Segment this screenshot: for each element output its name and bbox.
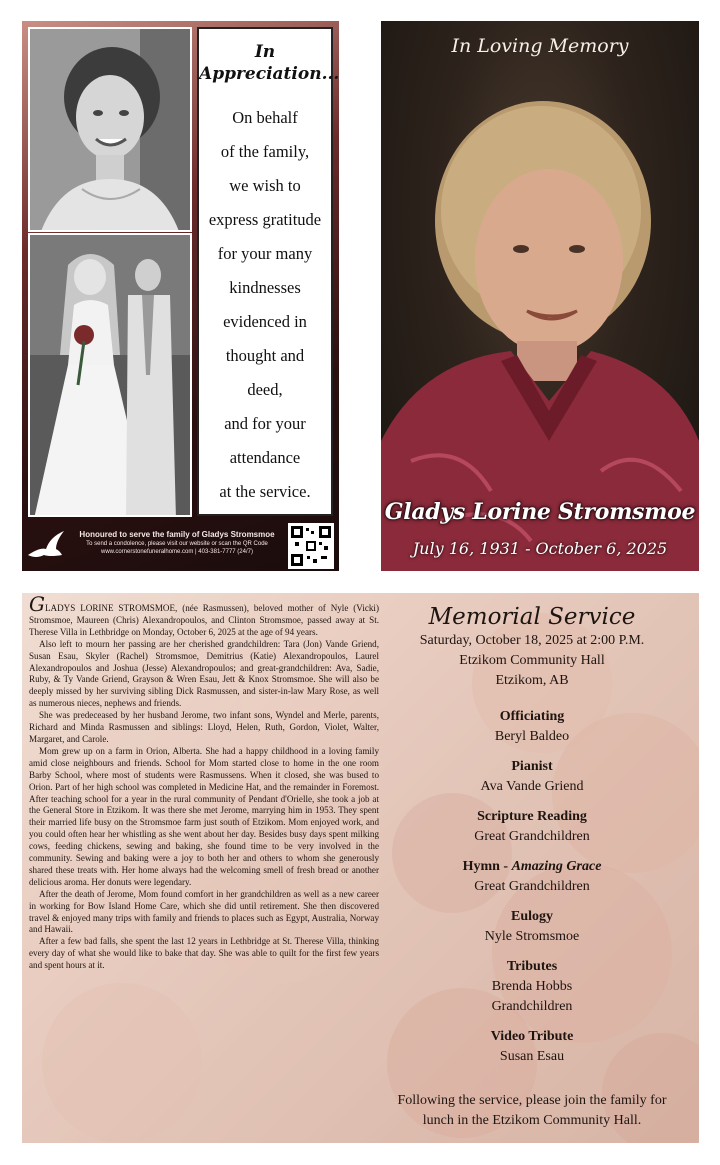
appreciation-line: at the service. [219,482,311,501]
video-tribute-heading: Video Tribute [490,1029,574,1044]
appreciation-card [22,21,339,571]
portrait-photo [381,21,699,571]
appreciation-line: express gratitude [208,210,322,229]
appreciation-title: In Appreciation... [199,42,339,84]
tributes-name: Brenda Hobbs [491,979,573,994]
hymn-name: Great Grandchildren [474,879,590,894]
tributes-heading: Tributes [506,959,558,974]
officiating-heading: Officiating [499,709,565,724]
program-inside-panel [22,593,699,1143]
service-venue: Etzikom Community Hall [459,653,605,668]
obituary-paragraph: GLADYS LORINE STROMSMOE, (née Rasmussen), beloved mother of Nyle (Vicki) Stromsmoe, Maureen (Chris) Alexandropoulos, and Clinton Stromsmoe, passed away at St. Therese Villa in Lethbridge on Monday, October 6, 2025 at the age of 94 years. [29,593,379,637]
hymn-title: Amazing Grace [511,859,602,874]
memorial-service-program [377,603,687,1131]
reception-notice: Following the service, please join the family for lunch in the Etzikom Community Hall. [397,1093,667,1128]
obituary-paragraph: Also left to mourn her passing are her cherished grandchildren: Tara (Jon) Vande Griend, Susan Esau, Skyler (Rachel) Stromsmoe, Demitrius (Katie) Alexandropoulos, Laurel Alexandropoulos and Joshua (Jesse) Alexandropoulos; and great-grandchildren: Ava, Sadie, Ruby, & Ty Vande Griend, Grayson & Wren Esau, Jett & Knox Stromsmoe. She will also be deeply missed by her surviving sibling Dick Rasmussen, and sister-in-law Mary Rose, as well as numerous nieces, nephews and friends. [29,638,379,709]
in-loving-memory-heading: In Loving Memory [451,35,629,57]
life-dates: July 16, 1931 - October 6, 2025 [412,539,668,558]
video-tribute-name: Susan Esau [499,1049,565,1064]
obituary-paragraph: After a few bad falls, she spent the last 12 years in Lethbridge at St. Therese Villa, thinking every day of what she would like to bake that day. She was able to quilt for the first few years and spent hours at it. [29,936,379,971]
appreciation-line: kindnesses [229,278,301,297]
appreciation-line: On behalf [232,108,298,127]
portrait-card [381,21,699,571]
obituary-text [29,593,379,972]
appreciation-line: of the family, [220,142,310,161]
scripture-heading: Scripture Reading [477,809,587,824]
service-date-time: Saturday, October 18, 2025 at 2:00 P.M. [419,633,645,648]
funeral-home-website-link[interactable]: www.cornerstonefuneralhome.com | 403-381-7777 (24/7) [101,549,253,555]
eulogy-heading: Eulogy [510,909,553,924]
obituary-dropcap: G [29,593,45,616]
obituary-paragraph: Mom grew up on a farm in Orion, Alberta. She had a happy childhood in a loving family amid close neighbours and friends. School for Mom started close to home in the one room Barby School, where most of students were Rasmussens. When it closed, she was bused to Orion. Part of her high school was completed in Medicine Hat, and the remainder in Foremost. After teaching school for a year in the rural community of Pendant d'Orielle, she took a job at the General Store in Etzikom. It was there she met Jerome, marrying him in 1953. They spent their married life busy on the Stromsmoe farm just south of Etzikom. Mom enjoyed work, and you could often hear her whistling as she went about her day. Besides busy days spent milking cows, feeding chickens, sewing and baking, she found time to be very involved in the community. Sewing and baking were a joy to both her and others to whom she generously shared these treats with. Her home always had the welcoming smell of fresh bread or another delicious aroma. Her donuts were legendary. [29,745,379,887]
officiating-name: Beryl Baldeo [494,729,570,744]
appreciation-body [199,101,331,509]
eulogy-name: Nyle Stromsmoe [484,929,580,944]
obituary-paragraph: She was predeceased by her husband Jerome, two infant sons, Wyndel and Merle, parents, Richard and Minda Rasmussen and siblings: Lloyd, Helen, Ruth, Gordon, Violet, Walter, Margaret, and Carole. [29,710,379,744]
appreciation-line: evidenced in [223,312,307,331]
appreciation-line: thought and [225,346,305,365]
wedding-photo [28,233,192,517]
service-location: Etzikom, AB [495,673,569,688]
scripture-name: Great Grandchildren [474,829,590,844]
service-title: Memorial Service [428,604,636,630]
dove-icon [26,527,66,561]
pianist-heading: Pianist [511,759,553,774]
hymn-heading: Hymn - Amazing Grace [462,859,602,874]
appreciation-line: attendance [229,448,301,467]
young-portrait-photo [28,27,192,232]
funeral-home-text: Honoured to serve the family of Gladys Stromsmoe To send a condolence, please visit our website or scan the QR Code www.cornerstonefuneralhome.com | 403-381-7777 (24/7) [68,529,286,556]
qr-code-icon[interactable] [288,523,334,569]
pianist-name: Ava Vande Griend [480,779,584,794]
obituary-paragraph: After the death of Jerome, Mom found comfort in her grandchildren as well as a new career in working for Bow Island Home Care, which she did until retirement. She then discovered travel & enjoyed many trips with family and friends to places such as Egypt, Australia, Norway and Hawaii. [29,888,379,935]
appreciation-line: we wish to [229,176,301,195]
appreciation-line: for your many [217,244,313,263]
appreciation-line: and for your [224,414,306,433]
deceased-name: Gladys Lorine Stromsmoe [384,499,696,525]
tributes-name: Grandchildren [491,999,573,1014]
appreciation-line: deed, [247,380,283,399]
funeral-home-footer [22,521,339,571]
appreciation-message [197,27,339,516]
